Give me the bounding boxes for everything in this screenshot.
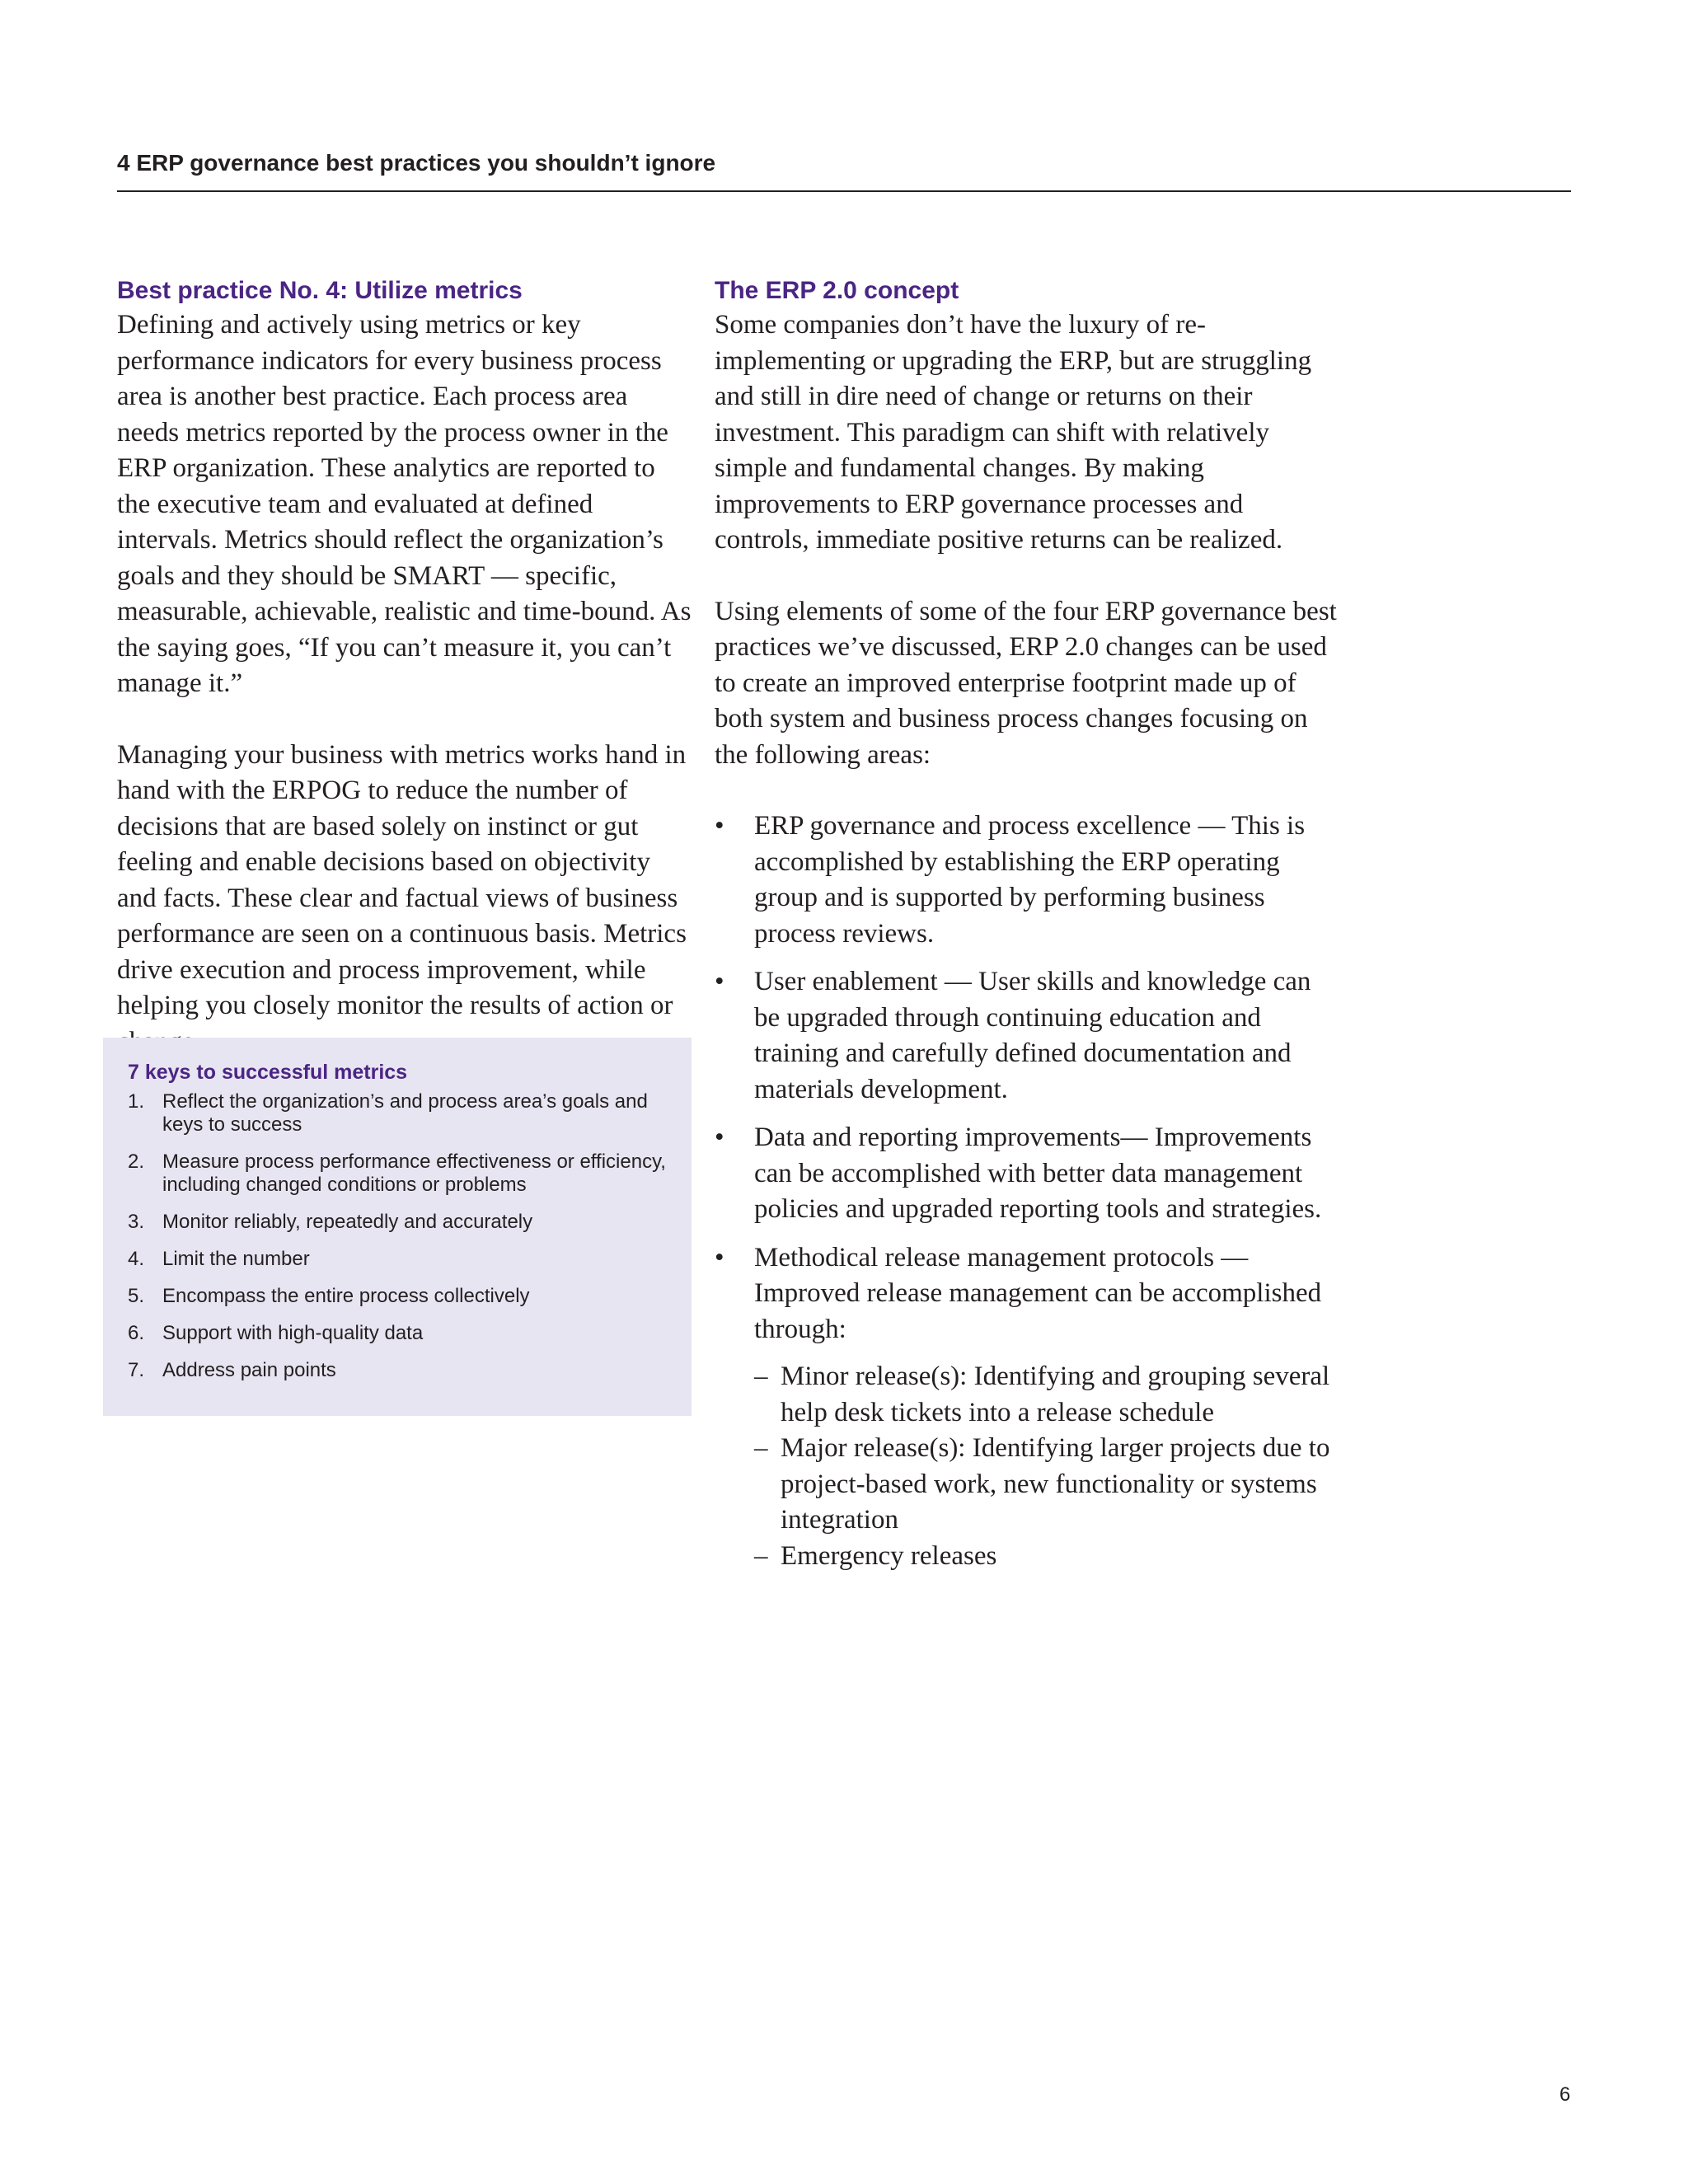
metrics-paragraph-1: Defining and actively using metrics or key performance indicators for every business process area is another best practice. Each process area needs metrics reported by the process owner in the ERP organization. These analytics are reported to the executive team and evaluated at defined intervals. Metrics should reflect the organization’s goals and they should be SMART — specific, measurable, achievable, realistic and time-bound. As the saying goes, “If you can’t measure it, you can’t manage it.” <box>117 310 692 698</box>
list-item <box>128 1211 667 1234</box>
erp-concept-heading: The ERP 2.0 concept <box>715 277 959 304</box>
release-types-list <box>754 1359 1341 1574</box>
list-text: Limit the number <box>162 1248 310 1270</box>
list-item <box>715 1120 1341 1228</box>
list-text: Support with high-quality data <box>162 1322 424 1344</box>
metrics-keys-list <box>128 1090 667 1382</box>
list-item <box>128 1090 667 1137</box>
list-item <box>128 1322 667 1345</box>
list-item <box>128 1359 667 1382</box>
sub-bullet-text: Minor release(s): Identifying and grouping several help desk tickets into a release schedule <box>781 1361 1330 1427</box>
bullet-icon: • <box>715 811 724 841</box>
list-number: 6. <box>128 1322 145 1344</box>
page-header-title: 4 ERP governance best practices you shouldn’t ignore <box>117 150 716 176</box>
dash-icon: – <box>754 1361 768 1391</box>
bullet-icon: • <box>715 1122 724 1152</box>
dash-icon: – <box>754 1540 768 1571</box>
metrics-paragraph-2: Managing your business with metrics works hand in hand with the ERPOG to reduce the number of decisions that are based solely on instinct or gut feeling and enable decisions based on objectivity and facts. These clear and factual views of business performance are seen on a continuous basis. Metrics drive execution and process improvement, while helping you closely monitor the results of action or <box>117 739 687 1020</box>
list-item <box>128 1151 667 1197</box>
list-text: Encompass the entire process collectively <box>162 1285 530 1307</box>
list-text: Measure process performance effectiveness or efficiency, including changed conditions or problems <box>162 1151 666 1196</box>
erp-paragraph-1: Some companies don’t have the luxury of re-implementing or upgrading the ERP, but are struggling and still in dire need of change or returns on their investment. This paradigm can shift with relatively simple and fundamental changes. By making improvements to ERP governance processes and controls, immediate positive returns can be realized. <box>715 310 1312 555</box>
bullet-text: Data and reporting improvements— Improvements can be accomplished with better data management policies and upgraded reporting tools and strategies. <box>754 1122 1322 1224</box>
list-number: 1. <box>128 1090 145 1113</box>
list-item <box>754 1539 1341 1575</box>
list-item <box>754 1431 1341 1539</box>
bullet-text: ERP governance and process excellence — This is accomplished by establishing the ERP operating group and is supported by performing business process reviews. <box>754 811 1306 949</box>
bullet-text: Methodical release management protocols — Improved release management can be accomplished through: <box>754 1242 1322 1344</box>
list-text: Reflect the organization’s and process area’s goals and keys to success <box>162 1090 648 1136</box>
sub-bullet-text: Major release(s): Identifying larger projects due to project-based work, new functionality or systems integration <box>781 1433 1330 1535</box>
focus-areas-list <box>715 808 1341 1574</box>
page-number: 6 <box>1559 2083 1571 2106</box>
dash-icon: – <box>754 1433 768 1463</box>
bullet-icon: • <box>715 967 724 996</box>
header-divider <box>117 190 1571 192</box>
list-item <box>128 1285 667 1308</box>
list-item <box>754 1359 1341 1431</box>
sub-bullet-text: Emergency releases <box>781 1540 997 1571</box>
list-number: 5. <box>128 1285 145 1307</box>
sidebar-title: 7 keys to successful metrics <box>128 1061 408 1084</box>
list-number: 4. <box>128 1248 145 1270</box>
metrics-keys-sidebar <box>103 1038 692 1416</box>
bullet-icon: • <box>715 1242 724 1272</box>
best-practice-heading: Best practice No. 4: Utilize metrics <box>117 277 523 304</box>
list-text: Address pain points <box>162 1359 336 1381</box>
list-number: 2. <box>128 1151 145 1173</box>
bullet-text: User enablement — User skills and knowledge can be upgraded through continuing education and training and carefully defined documentation and materials development. <box>754 967 1311 1104</box>
right-column <box>715 274 1341 1586</box>
list-number: 3. <box>128 1211 145 1233</box>
list-item <box>715 808 1341 952</box>
left-column <box>117 274 694 1060</box>
list-number: 7. <box>128 1359 145 1381</box>
list-item <box>715 964 1341 1108</box>
list-item <box>715 1240 1341 1575</box>
list-item <box>128 1248 667 1271</box>
erp-paragraph-2: Using elements of some of the four ERP governance best practices we’ve discussed, ERP 2.0 changes can be used to create an improved enterprise footprint made up of both system and business process changes focusing on the following areas: <box>715 596 1337 770</box>
list-text: Monitor reliably, repeatedly and accurately <box>162 1211 533 1233</box>
